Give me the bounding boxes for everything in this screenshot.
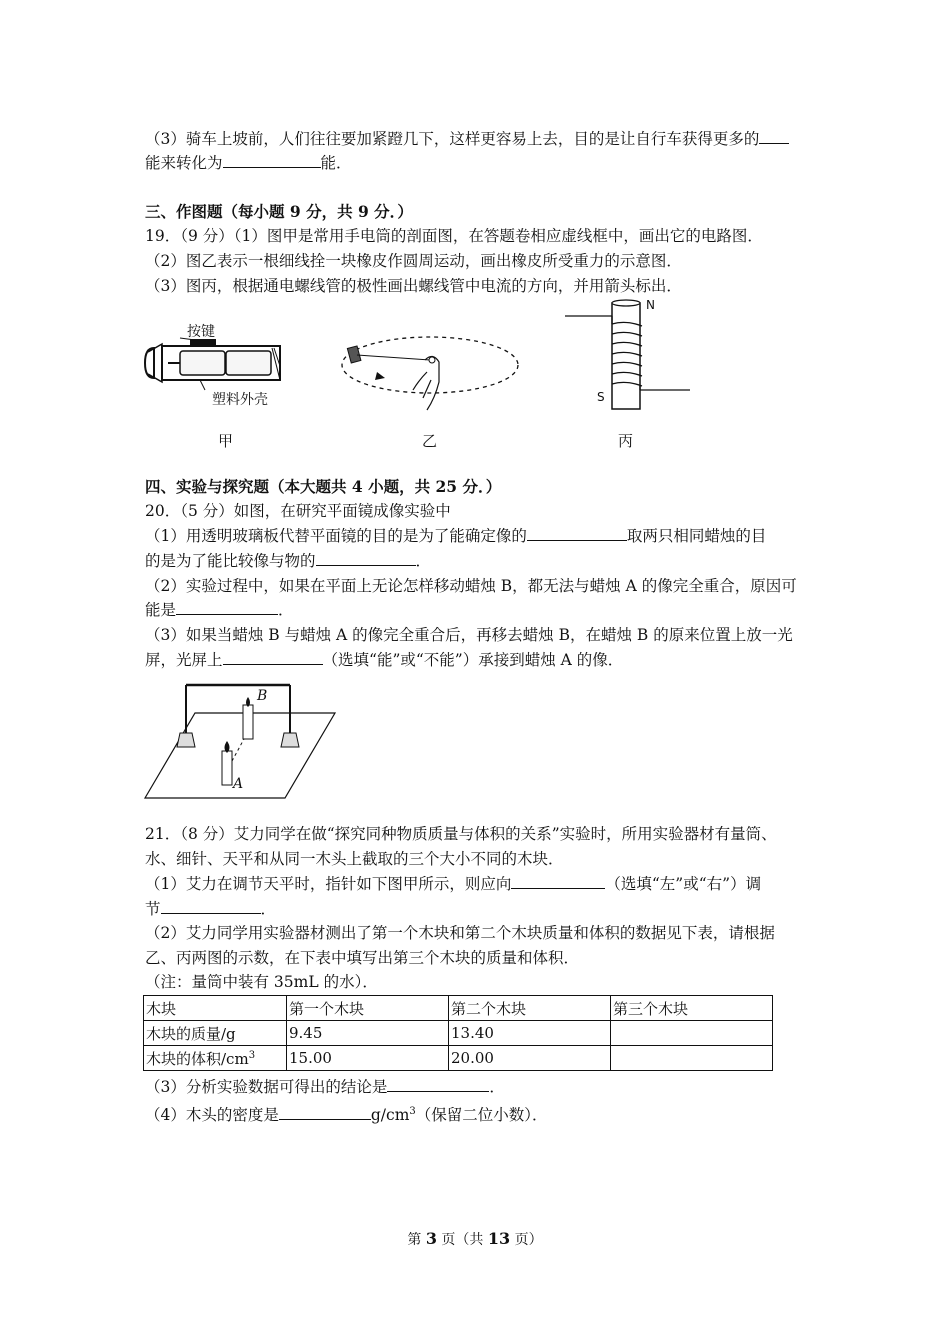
table-row (144, 996, 773, 1021)
q20-line1: 20．（5 分）如图，在研究平面镜成像实验中 (145, 502, 451, 520)
table-row (144, 1021, 773, 1046)
table-cell: 第一个木块 (287, 996, 449, 1021)
candle-a-label: A (233, 776, 244, 792)
answer-blank[interactable] (223, 650, 323, 665)
total-pages: 13 (487, 1229, 511, 1248)
q19-line1: 19．（9 分）（1）图甲是常用手电筒的剖面图，在答题卷相应虚线框中，画出它的电路图． (145, 227, 763, 245)
answer-blank[interactable] (279, 1105, 371, 1120)
q20-line4: （2）实验过程中，如果在平面上无论怎样移动蜡烛 B，都无法与蜡烛 A 的像完全重合，原因可 (145, 577, 797, 595)
q21-line6: 乙、丙两图的示数，在下表中填写出第三个木块的质量和体积． (145, 949, 580, 967)
q21-line5: （2）艾力同学用实验器材测出了第一个木块和第二个木块质量和体积的数据见下表，请根据 (145, 924, 775, 942)
caption-jia: 甲 (218, 432, 234, 450)
q21-line9: （4）木头的密度是 $g/cm^3$（保留二位小数）． (145, 1106, 548, 1125)
page-footer: 第 3 页（共 13 页） (407, 1229, 543, 1248)
table-cell: 20.00 (449, 1046, 611, 1071)
table-cell: 15.00 (287, 1046, 449, 1071)
table-cell: 第二个木块 (449, 996, 611, 1021)
table-cell: 木块 (144, 996, 287, 1021)
answer-blank[interactable] (316, 551, 416, 566)
table-cell: 9.45 (287, 1021, 449, 1046)
pole-s: S (597, 390, 605, 404)
answer-blank[interactable] (387, 1077, 489, 1092)
q21-line4: 节 ． (145, 900, 277, 918)
caption-yi: 乙 (422, 432, 438, 450)
table-cell: 13.40 (449, 1021, 611, 1046)
table-cell: 木块的质量/g (144, 1021, 287, 1046)
answer-blank[interactable] (511, 874, 605, 889)
answer-blank[interactable] (223, 153, 321, 168)
q21-line7: （注：量筒中装有 35mL 的水）． (145, 973, 378, 991)
q21-line8: （3）分析实验数据可得出的结论是 ． (145, 1078, 505, 1096)
label-shell: 塑料外壳 (212, 392, 268, 408)
q21-line3: （1）艾力在调节天平时，指针如下图甲所示，则应向 （选填“左”或“右”）调 (145, 875, 762, 893)
table-cell: 第三个木块 (611, 996, 773, 1021)
answer-cell[interactable] (611, 1021, 773, 1046)
q20-line7: 屏，光屏上 （选填“能”或“不能”）承接到蜡烛 A 的像． (145, 651, 624, 669)
q20-line5: 能是 ． (145, 601, 294, 619)
circular-motion-figure (335, 320, 525, 420)
q18-3-line1: （3）骑车上坡前，人们往往要加紧蹬几下，这样更容易上去，目的是让自行车获得更多的 (145, 128, 789, 150)
caption-bing: 丙 (618, 432, 634, 450)
data-table (143, 995, 773, 1071)
solenoid-figure (560, 298, 700, 418)
q18-3-line2: 能来转化为 能． (145, 154, 352, 172)
q20-line3: 的是为了能比较像与物的 ． (145, 552, 432, 570)
answer-blank[interactable] (759, 129, 789, 144)
q19-line3: （3）图丙，根据通电螺线管的极性画出螺线管中电流的方向，并用箭头标出． (145, 277, 682, 295)
table-cell: 木块的体积$/cm^3$ (144, 1046, 287, 1071)
candle-b-label: B (257, 688, 268, 704)
answer-cell[interactable] (611, 1046, 773, 1071)
answer-blank[interactable] (176, 600, 278, 615)
q21-line1: 21．（8 分）艾力同学在做“探究同种物质质量与体积的关系”实验时，所用实验器材有量筒、 (145, 825, 777, 843)
q20-line6: （3）如果当蜡烛 B 与蜡烛 A 的像完全重合后，再移去蜡烛 B，在蜡烛 B 的原来位置上放一光 (145, 626, 793, 644)
section-heading: 三、作图题（每小题 9 分，共 9 分．） (145, 202, 413, 221)
q21-line2: 水、细针、天平和从同一木头上截取的三个大小不同的木块． (145, 850, 564, 868)
q20-line2: （1）用透明玻璃板代替平面镜的目的是为了能确定像的 取两只相同蜡烛的目 (145, 527, 767, 545)
page-number: 3 (425, 1229, 437, 1248)
section-heading: 四、实验与探究题（本大题共 4 小题，共 25 分．） (145, 477, 502, 496)
answer-blank[interactable] (161, 899, 261, 914)
pole-n: N (646, 298, 655, 312)
label-key: 按键 (187, 324, 215, 340)
table-row (144, 1046, 773, 1071)
q19-line2: （2）图乙表示一根细线拴一块橡皮作圆周运动，画出橡皮所受重力的示意图． (145, 252, 682, 270)
answer-blank[interactable] (527, 526, 627, 541)
